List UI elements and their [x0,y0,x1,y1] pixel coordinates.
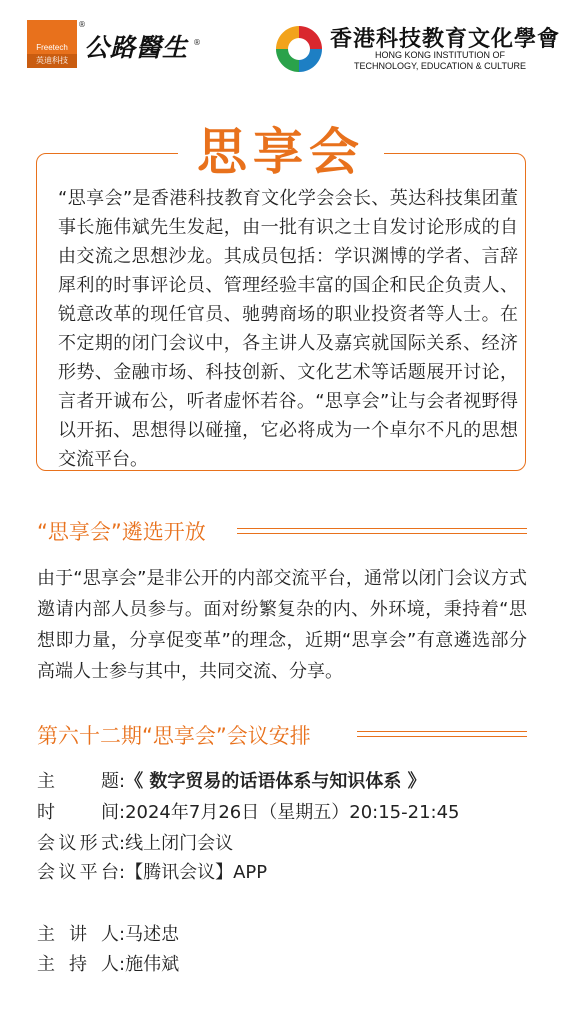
selection-text: 由于“思享会”是非公开的内部交流平台，通常以闭门会议方式邀请内部人员参与。面对纷繁复杂的内、外环境，秉持着“思想即力量，分享促变革”的理念，近期“思享会”有意遴选部分高端人士参与其中，共同交流、分享。 [37,568,527,682]
registered-mark-2: ® [193,38,201,47]
row-value: 马述忠 [125,924,180,945]
schedule-row-platform: 会议平台:【腾讯会议】APP [37,859,267,887]
hk-en-line2: TECHNOLOGY, EDUCATION & CULTURE [353,61,527,71]
row-value: 线上闭门会议 [125,833,234,854]
row-label: 时间 [37,802,119,823]
selection-title: “思享会”遴选开放 [37,520,206,544]
schedule-row-topic: 主题:《 数字贸易的话语体系与知识体系 》 [37,768,426,796]
freetech-brand: Freetech [36,43,68,52]
row-value: 施伟斌 [125,954,180,975]
schedule-row-host: 主持人:施伟斌 [37,951,179,979]
hk-institution-emblem-icon [274,24,324,74]
schedule-divider [357,731,527,737]
gonglu-logo: 公路醫生 [84,33,189,62]
freetech-logo [27,20,77,68]
row-label: 会议平台 [37,862,119,883]
freetech-cn: 英迪科技 [27,54,77,68]
row-value: 【腾讯会议】APP [125,862,268,883]
header [0,0,561,110]
hk-en-line1: HONG KONG INSTITUTION OF [375,50,505,60]
row-label: 主持人 [37,954,119,975]
row-label: 主题 [37,771,119,792]
registered-mark: ® [78,20,86,29]
schedule-title: 第六十二期“思享会”会议安排 [37,724,311,748]
row-label: 主讲人 [37,924,119,945]
intro-text: “思享会”是香港科技教育文化学会会长、英达科技集团董事长施伟斌先生发起，由一批有识之士自发讨论形成的自由交流之思想沙龙。其成员包括：学识渊博的学者、言辞犀利的时事评论员、管理经验丰富的国企和民企负责人、锐意改革的现任官员、驰骋商场的职业投资者等人士。在不定期的闭门会议中，各主讲人及嘉宾就国际关系、经济形势、金融市场、科技创新、文化艺术等话题展开讨论，言者开诚布公，听者虚怀若谷。“思享会”让与会者视野得以开拓、思想得以碰撞，它必将成为一个卓尔不凡的思想交流平台。 [58,188,518,470]
row-value: 《 数字贸易的话语体系与知识体系 》 [125,771,426,792]
intro-title: 思享会 [197,122,365,181]
hk-institution-en-name [330,50,550,72]
schedule-row-format: 会议形式:线上闭门会议 [37,830,233,858]
row-label: 会议形式 [37,833,119,854]
schedule-row-speaker: 主讲人:马述忠 [37,921,179,949]
schedule-row-time: 时间:2024年7月26日（星期五）20:15-21:45 [37,799,459,827]
selection-divider [237,528,527,534]
row-value: 2024年7月26日（星期五）20:15-21:45 [125,802,460,823]
hk-institution-cn-name: 香港科技教育文化學會 [330,26,561,52]
